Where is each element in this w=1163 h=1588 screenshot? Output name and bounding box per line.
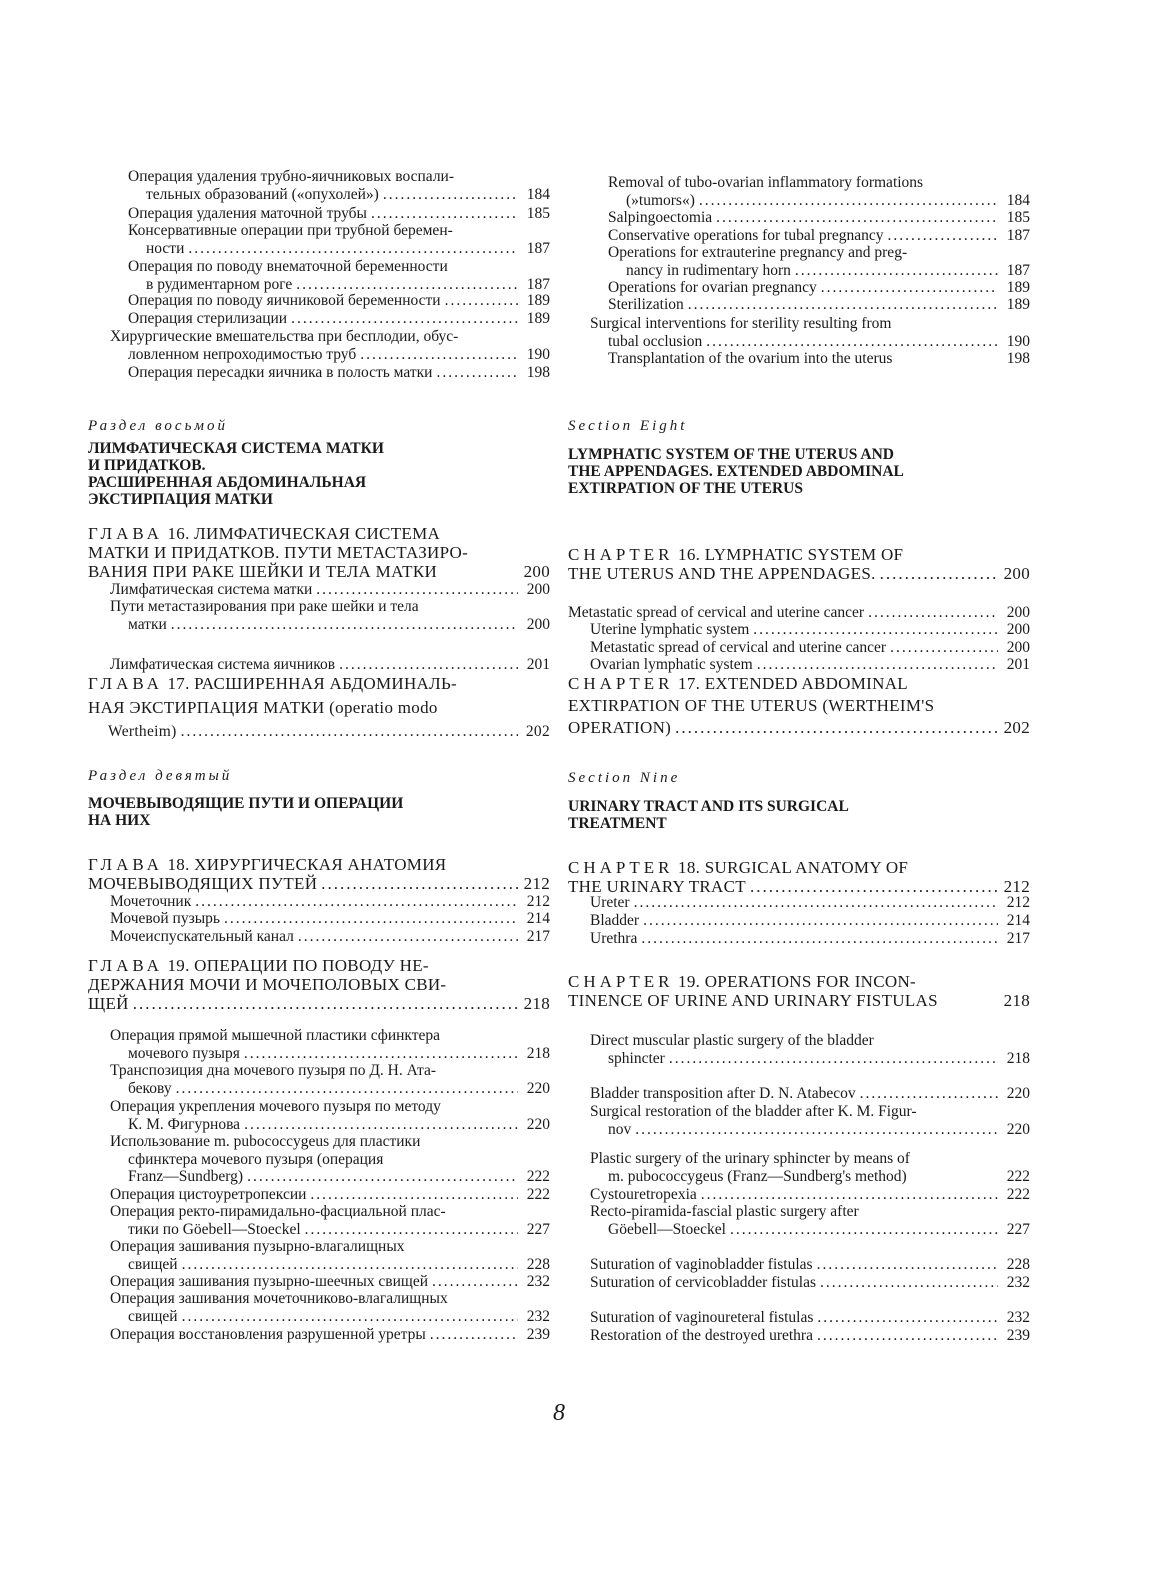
toc-entry[interactable] (568, 621, 1030, 639)
entry-text: sphincter (608, 1049, 665, 1067)
page-ref: 198 (526, 364, 550, 381)
page-ref: 200 (1006, 604, 1030, 621)
page-ref: 190 (1006, 332, 1030, 350)
toc-entry[interactable] (568, 296, 1030, 314)
page-ref: 201 (1006, 656, 1030, 673)
chapter-17-entry[interactable] (568, 673, 1030, 739)
page-ref: 189 (526, 310, 550, 327)
page-ref: 185 (526, 205, 550, 222)
entry-text: Операция по поводу яичниковой беременности (128, 292, 441, 309)
entry-text: мочевого пузыря (128, 1044, 240, 1062)
toc-entry[interactable] (568, 1150, 1030, 1185)
chapter-title: 19. OPERATIONS FOR INCON- (678, 972, 916, 991)
chapter-title: 18. ХИРУРГИЧЕСКАЯ АНАТОМИЯ (167, 855, 447, 874)
page-ref: 212 (526, 893, 550, 910)
chapter-title: ЩЕЙ (88, 994, 129, 1013)
entry-text: Urethra (590, 930, 638, 947)
section-title-line: EXTIRPATION OF THE UTERUS (568, 480, 803, 497)
chapter-title: EXTIRPATION OF THE UTERUS (WERTHEIM'S (568, 696, 935, 715)
chapter-title: THE URINARY TRACT (568, 877, 746, 896)
entry-text: Операция стерилизации (128, 310, 288, 327)
chapter-16-entry[interactable] (88, 524, 550, 581)
page-ref: 227 (526, 1220, 550, 1238)
chapter-title: 17. РАСШИРЕННАЯ АБДОМИНАЛЬ- (167, 674, 457, 693)
entry-text: m. pubococcygeus (Franz—Sundberg's method) (608, 1167, 907, 1185)
entry-text: К. М. Фигурнова (128, 1115, 241, 1133)
entry-text: Лимфатическая система матки (110, 581, 313, 598)
chapter-title: НАЯ ЭКСТИРПАЦИЯ МАТКИ (operatio modo (88, 698, 438, 717)
page-ref: 220 (1006, 1120, 1030, 1138)
chapter-19-entry[interactable] (88, 956, 550, 1013)
page-ref: 218 (1006, 1049, 1030, 1067)
section-label: Section Nine (568, 770, 681, 786)
page-ref: 232 (526, 1273, 550, 1290)
page-ref: 200 (1006, 621, 1030, 638)
page-ref: 232 (526, 1307, 550, 1325)
page-ref: 217 (526, 928, 550, 945)
entry-text: Транспозиция дна мочевого пузыря по Д. Н. Ата- (110, 1062, 437, 1079)
page-ref: 198 (1006, 350, 1030, 367)
section-title-line: TREATMENT (568, 815, 667, 832)
toc-entry[interactable] (568, 639, 1030, 657)
toc-entry[interactable] (88, 581, 550, 599)
page-ref: 200 (526, 615, 550, 633)
toc-entry[interactable] (568, 315, 1030, 350)
chapter-word: ГЛАВА (88, 524, 163, 543)
entry-text: Plastic surgery of the urinary sphincter by means of (590, 1150, 910, 1167)
entry-text: Transplantation of the ovarium into the uterus (608, 350, 893, 367)
chapter-word: ГЛАВА (88, 855, 163, 874)
entry-text: Restoration of the destroyed urethra (590, 1327, 813, 1344)
section-label: Раздел девятый (88, 768, 233, 784)
toc-entry[interactable] (88, 910, 550, 928)
toc-entry[interactable] (88, 1238, 550, 1273)
page-ref: 212 (523, 874, 550, 893)
entry-text: Мочеиспускательный канал (110, 928, 294, 945)
entry-text: Операция зашивания пузырно-шеечных свищей (110, 1273, 428, 1290)
section-title-line: LYMPHATIC SYSTEM OF THE UTERUS AND (568, 446, 894, 463)
entry-text: Использование m. pubococcygeus для пластики (110, 1133, 421, 1150)
page-ref: 222 (1006, 1186, 1030, 1203)
toc-entry[interactable] (88, 656, 550, 674)
toc-entry[interactable] (88, 1326, 550, 1344)
entry-text: тики по Göebell—Stoeckel (128, 1220, 301, 1238)
page-ref: 222 (526, 1186, 550, 1203)
entry-text: Операция пересадки яичника в полость матки (128, 364, 433, 381)
toc-entry[interactable] (568, 209, 1030, 227)
entry-text: (»tumors«) (626, 191, 695, 209)
toc-entry[interactable] (88, 1273, 550, 1291)
toc-entry[interactable] (568, 1309, 1030, 1327)
page-ref: 232 (1006, 1274, 1030, 1291)
chapter-18-entry[interactable] (568, 858, 1030, 896)
entry-text: Операция прямой мышечной пластики сфинктера (110, 1027, 441, 1044)
toc-entry[interactable] (568, 279, 1030, 297)
toc-entry[interactable] (88, 364, 550, 382)
page-ref: 218 (526, 1044, 550, 1062)
toc-entry[interactable] (568, 1186, 1030, 1204)
toc-entry[interactable] (568, 912, 1030, 930)
chapter-title: Wertheim) (108, 723, 177, 740)
page-ref: 190 (526, 345, 550, 363)
chapter-title: ВАНИЯ ПРИ РАКЕ ШЕЙКИ И ТЕЛА МАТКИ (88, 562, 438, 581)
entry-text: Лимфатическая система яичников (110, 656, 336, 673)
page-ref: 212 (1006, 894, 1030, 911)
chapter-word: ГЛАВА (88, 956, 163, 975)
entry-text: Direct muscular plastic surgery of the bladder (590, 1032, 874, 1049)
page-ref: 200 (526, 581, 550, 598)
toc-entry[interactable] (568, 1327, 1030, 1345)
page-ref: 187 (1006, 261, 1030, 279)
entry-text: Operations for extrauterine pregnancy and preg- (608, 244, 908, 261)
entry-text: Surgical restoration of the bladder after K. M. Figur- (590, 1103, 917, 1120)
section-label: Раздел восьмой (88, 418, 228, 434)
toc-entry[interactable] (568, 1203, 1030, 1238)
entry-text: Операция удаления трубно-яичниковых воспали- (128, 168, 455, 185)
chapter-title: ДЕРЖАНИЯ МОЧИ И МОЧЕПОЛОВЫХ СВИ- (88, 975, 447, 994)
chapter-title: 16. LYMPHATIC SYSTEM OF (678, 545, 904, 564)
section-title-line: URINARY TRACT AND ITS SURGICAL (568, 798, 849, 815)
toc-entry[interactable] (88, 928, 550, 946)
chapter-title: 16. ЛИМФАТИЧЕСКАЯ СИСТЕМА (167, 524, 441, 543)
toc-entry[interactable] (88, 222, 550, 257)
entry-text: матки (128, 615, 167, 633)
page-ref: 222 (526, 1168, 550, 1185)
page-ref: 202 (1003, 718, 1030, 737)
toc-entry[interactable] (568, 244, 1030, 279)
page-ref: 232 (1006, 1309, 1030, 1326)
chapter-word: CHAPTER (568, 674, 674, 693)
page-ref: 200 (1006, 639, 1030, 656)
page-ref: 228 (1006, 1256, 1030, 1273)
toc-entry[interactable] (568, 1085, 1030, 1103)
toc-entry[interactable] (568, 930, 1030, 948)
page-ref: 200 (1003, 564, 1030, 583)
entry-text: в рудиментарном роге (146, 275, 293, 293)
toc-entry[interactable] (88, 328, 550, 363)
entry-text: Операция по поводу внематочной беременности (128, 258, 448, 275)
entry-text: Suturation of vaginobladder fistulas (590, 1256, 813, 1273)
section-title-line: ЭКСТИРПАЦИЯ МАТКИ (88, 491, 273, 508)
toc-entry[interactable] (568, 1274, 1030, 1292)
chapter-word: ГЛАВА (88, 674, 163, 693)
page-ref: 220 (1006, 1085, 1030, 1102)
entry-text: сфинктера мочевого пузыря (операция (128, 1150, 384, 1168)
entry-text: Sterilization (608, 296, 684, 313)
toc-entry[interactable] (88, 205, 550, 223)
entry-text: Uterine lymphatic system (590, 621, 750, 638)
entry-text: Операция ректо-пирамидально-фасциальной плас- (110, 1203, 446, 1220)
page-ref: 184 (526, 185, 550, 203)
section-title-line: МОЧЕВЫВОДЯЩИЕ ПУТИ И ОПЕРАЦИИ (88, 795, 404, 812)
toc-entry[interactable] (88, 258, 550, 293)
entry-text: свищей (128, 1307, 178, 1325)
chapter-18-entry[interactable] (88, 855, 550, 893)
entry-text: Recto-piramida-fascial plastic surgery after (590, 1203, 859, 1220)
entry-text: Операция зашивания мочеточниково-влагалищных (110, 1290, 448, 1307)
chapter-title: TINENCE OF URINE AND URINARY FISTULAS (568, 991, 938, 1010)
toc-entry[interactable] (568, 1256, 1030, 1274)
toc-entry[interactable] (568, 604, 1030, 622)
page-ref: 200 (523, 562, 550, 581)
entry-text: Операция удаления маточной трубы (128, 205, 367, 222)
chapter-17-entry[interactable] (88, 672, 550, 744)
entry-text: Metastatic spread of cervical and uterine cancer (568, 604, 865, 621)
section-title-line: РАСШИРЕННАЯ АБДОМИНАЛЬНАЯ (88, 474, 367, 491)
page-ref: 217 (1006, 930, 1030, 947)
entry-text: Операция восстановления разрушенной уретры (110, 1326, 426, 1343)
entry-text: Operations for ovarian pregnancy (608, 279, 817, 296)
section-label: Section Eight (568, 418, 688, 434)
page-ref: 185 (1006, 209, 1030, 226)
page-ref: 220 (526, 1079, 550, 1097)
entry-text: Мочевой пузырь (110, 910, 220, 927)
section-title-line: НА НИХ (88, 812, 151, 829)
entry-text: бекову (128, 1079, 172, 1097)
toc-entry[interactable] (568, 1032, 1030, 1067)
toc-entry[interactable] (88, 310, 550, 328)
entry-text: ности (146, 239, 185, 257)
chapter-title: 17. EXTENDED ABDOMINAL (678, 674, 908, 693)
page-ref: 187 (1006, 227, 1030, 244)
entry-text: Операция цистоуретропексии (110, 1186, 307, 1203)
section-title (568, 798, 990, 832)
toc-entry[interactable] (88, 1027, 550, 1062)
toc-entry[interactable] (88, 598, 550, 633)
page-ref: 228 (526, 1255, 550, 1273)
page-ref: 189 (526, 292, 550, 309)
entry-text: ловленном непроходимостью труб (128, 345, 357, 363)
entry-text: Bladder (590, 912, 640, 929)
page-ref: 222 (1006, 1167, 1030, 1185)
page-ref: 239 (526, 1326, 550, 1343)
page-ref: 189 (1006, 279, 1030, 296)
entry-text: Ovarian lymphatic system (590, 656, 753, 673)
entry-text: Göebell—Stoeckel (608, 1220, 726, 1238)
entry-text: тельных образований («опухолей») (146, 185, 379, 203)
toc-entry[interactable] (568, 1103, 1030, 1138)
entry-text: Консервативные операции при трубной беремен- (128, 222, 453, 239)
entry-text: Cystouretropexia (590, 1186, 697, 1203)
toc-entry[interactable] (88, 1290, 550, 1325)
page-ref: 212 (1003, 877, 1030, 896)
entry-text: Suturation of cervicobladder fistulas (590, 1274, 816, 1291)
entry-text: Операция зашивания пузырно-влагалищных (110, 1238, 405, 1255)
chapter-16-entry[interactable] (568, 545, 1030, 583)
entry-text: Surgical interventions for sterility resulting from (590, 315, 892, 332)
page-ref: 214 (526, 910, 550, 927)
entry-text: tubal occlusion (608, 332, 703, 350)
toc-entry[interactable] (88, 168, 550, 203)
entry-text: Franz—Sundberg) (128, 1168, 244, 1185)
page-ref: 184 (1006, 191, 1030, 209)
chapter-word: CHAPTER (568, 972, 674, 991)
section-title (88, 440, 510, 508)
chapter-title: МАТКИ И ПРИДАТКОВ. ПУТИ МЕТАСТАЗИРО- (88, 543, 469, 562)
entry-text: свищей (128, 1255, 178, 1273)
section-title-line: ЛИМФАТИЧЕСКАЯ СИСТЕМА МАТКИ (88, 440, 384, 457)
entry-text: Мочеточник (110, 893, 192, 910)
section-title (88, 795, 510, 829)
toc-entry[interactable] (88, 893, 550, 911)
toc-entry[interactable] (568, 227, 1030, 245)
page-ref: 218 (523, 994, 550, 1013)
page-ref: 202 (525, 723, 550, 740)
entry-text: nancy in rudimentary horn (626, 261, 791, 279)
toc-entry[interactable] (88, 1062, 550, 1097)
entry-text: Bladder transposition after D. N. Atabecov (590, 1085, 856, 1102)
section-title-line: И ПРИДАТКОВ. (88, 457, 206, 474)
chapter-word: CHAPTER (568, 858, 674, 877)
page-ref: 227 (1006, 1220, 1030, 1238)
entry-text: Metastatic spread of cervical and uterine cancer (590, 639, 887, 656)
chapter-title: 18. SURGICAL ANATOMY OF (678, 858, 909, 877)
page-ref: 218 (1003, 991, 1030, 1010)
page-ref: 220 (526, 1115, 550, 1133)
chapter-title: 19. ОПЕРАЦИИ ПО ПОВОДУ НЕ- (167, 956, 429, 975)
toc-entry[interactable] (88, 292, 550, 310)
page-ref: 187 (526, 239, 550, 257)
page-ref: 239 (1006, 1327, 1030, 1344)
page-number: 8 (553, 1400, 565, 1426)
entry-text: Suturation of vaginoureteral fistulas (590, 1309, 814, 1326)
toc-entry[interactable] (568, 174, 1030, 209)
chapter-word: CHAPTER (568, 545, 674, 564)
entry-text: Операция укрепления мочевого пузыря по методу (110, 1098, 441, 1115)
entry-text: Ureter (590, 894, 630, 911)
page-ref: 189 (1006, 296, 1030, 313)
chapter-title: OPERATION) (568, 718, 672, 737)
chapter-19-entry[interactable] (568, 972, 1030, 1010)
entry-text: Salpingoectomia (608, 209, 713, 226)
toc-entry[interactable] (88, 1203, 550, 1238)
section-title (568, 446, 990, 497)
entry-text: Пути метастазирования при раке шейки и тела (110, 598, 419, 615)
entry-text: Conservative operations for tubal pregnancy (608, 227, 884, 244)
toc-entry[interactable] (88, 1186, 550, 1204)
page-ref: 201 (526, 656, 550, 673)
toc-entry[interactable] (568, 350, 1030, 368)
page-ref: 214 (1006, 912, 1030, 929)
entry-text: nov (608, 1120, 632, 1138)
toc-entry[interactable] (88, 1098, 550, 1133)
toc-entry[interactable] (568, 656, 1030, 674)
entry-text: Хирургические вмешательства при бесплодии, обус- (110, 328, 459, 345)
toc-entry[interactable] (568, 894, 1030, 912)
toc-entry[interactable] (88, 1133, 550, 1186)
chapter-title: МОЧЕВЫВОДЯЩИХ ПУТЕЙ (88, 874, 318, 893)
section-title-line: THE APPENDAGES. EXTENDED ABDOMINAL (568, 463, 904, 480)
page-ref: 187 (526, 275, 550, 293)
entry-text: Removal of tubo-ovarian inflammatory formations (608, 174, 924, 191)
chapter-title: THE UTERUS AND THE APPENDAGES. (568, 564, 876, 583)
